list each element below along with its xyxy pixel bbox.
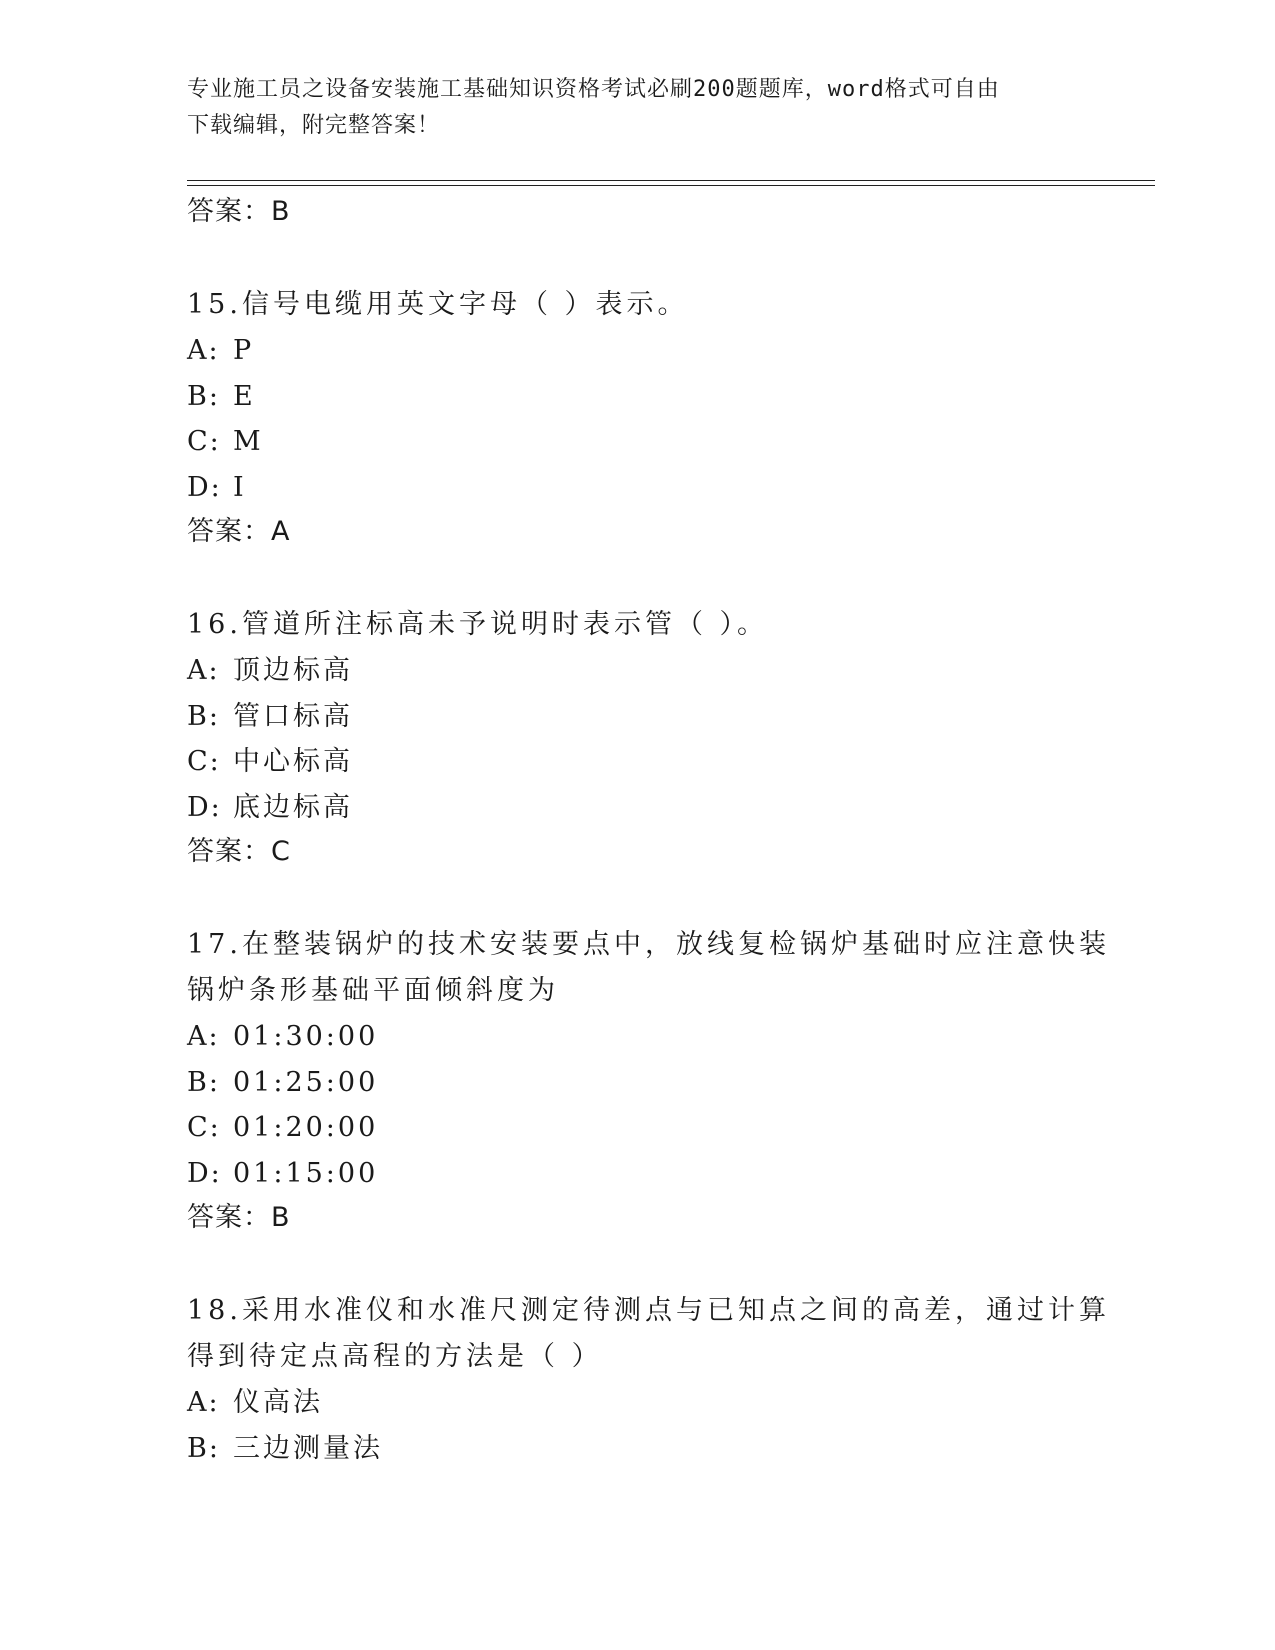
option-text: I [233, 471, 247, 503]
option-a [187, 648, 1117, 694]
option-c [187, 739, 1117, 785]
header-line-1: 专业施工员之设备安装施工基础知识资格考试必刷200题题库，word格式可自由 [187, 77, 1000, 102]
header-divider-top [187, 180, 1155, 181]
option-text: 仪高法 [233, 1387, 323, 1418]
question-stem: 17.在整装锅炉的技术安装要点中，放线复检锅炉基础时应注意快装锅炉条形基础平面倾斜度为 [187, 929, 1110, 1006]
option-b [187, 1426, 1117, 1472]
option-d [187, 1151, 1117, 1197]
option-label: D: [187, 471, 222, 503]
option-text: 中心标高 [233, 746, 353, 777]
option-b [187, 374, 1117, 420]
question-16 [187, 602, 1117, 874]
option-label: A: [187, 335, 220, 366]
question-list [187, 190, 1117, 1471]
option-a [187, 1380, 1117, 1426]
option-label: B: [187, 700, 220, 732]
option-label: A: [187, 655, 220, 686]
option-text: M [233, 426, 264, 457]
question-stem: 18.采用水准仪和水准尺测定待测点与已知点之间的高差，通过计算得到待定点高程的方法是（ ） [187, 1295, 1110, 1372]
option-text: 三边测量法 [233, 1432, 383, 1464]
option-a [187, 1014, 1117, 1060]
option-d [187, 465, 1117, 511]
option-c [187, 1105, 1117, 1151]
question-18 [187, 1288, 1117, 1471]
option-label: D: [187, 1157, 222, 1189]
option-text: 顶边标高 [233, 655, 353, 686]
option-b [187, 1060, 1117, 1106]
option-a [187, 328, 1117, 374]
option-d [187, 785, 1117, 831]
option-label: B: [187, 1432, 220, 1464]
answer-line: 答案：A [187, 516, 291, 547]
option-text: 01:30:00 [233, 1021, 379, 1052]
option-label: B: [187, 1066, 220, 1098]
answer-line: 答案：B [187, 1202, 291, 1233]
header-divider-bottom [187, 185, 1155, 186]
option-text: 管口标高 [233, 700, 353, 732]
question-17 [187, 922, 1117, 1240]
option-label: C: [187, 746, 221, 777]
option-text: 01:15:00 [233, 1157, 379, 1189]
option-text: 底边标高 [233, 791, 353, 823]
option-text: E [233, 380, 256, 412]
header-line-2: 下载编辑，附完整答案！ [187, 113, 441, 138]
option-label: C: [187, 426, 221, 457]
option-b [187, 694, 1117, 740]
option-text: 01:20:00 [233, 1112, 379, 1143]
option-c [187, 419, 1117, 465]
option-label: C: [187, 1112, 221, 1143]
question-stem: 16.管道所注标高未予说明时表示管（ ）。 [187, 609, 769, 640]
option-text: 01:25:00 [233, 1066, 379, 1098]
option-label: B: [187, 380, 220, 412]
option-label: A: [187, 1021, 220, 1052]
document-header [187, 72, 1077, 144]
previous-answer: 答案：B [187, 196, 291, 227]
option-label: D: [187, 791, 222, 823]
answer-line: 答案：C [187, 836, 291, 867]
option-text: P [233, 335, 255, 366]
question-stem: 15.信号电缆用英文字母（ ）表示。 [187, 289, 689, 320]
question-15 [187, 282, 1117, 554]
option-label: A: [187, 1387, 220, 1418]
